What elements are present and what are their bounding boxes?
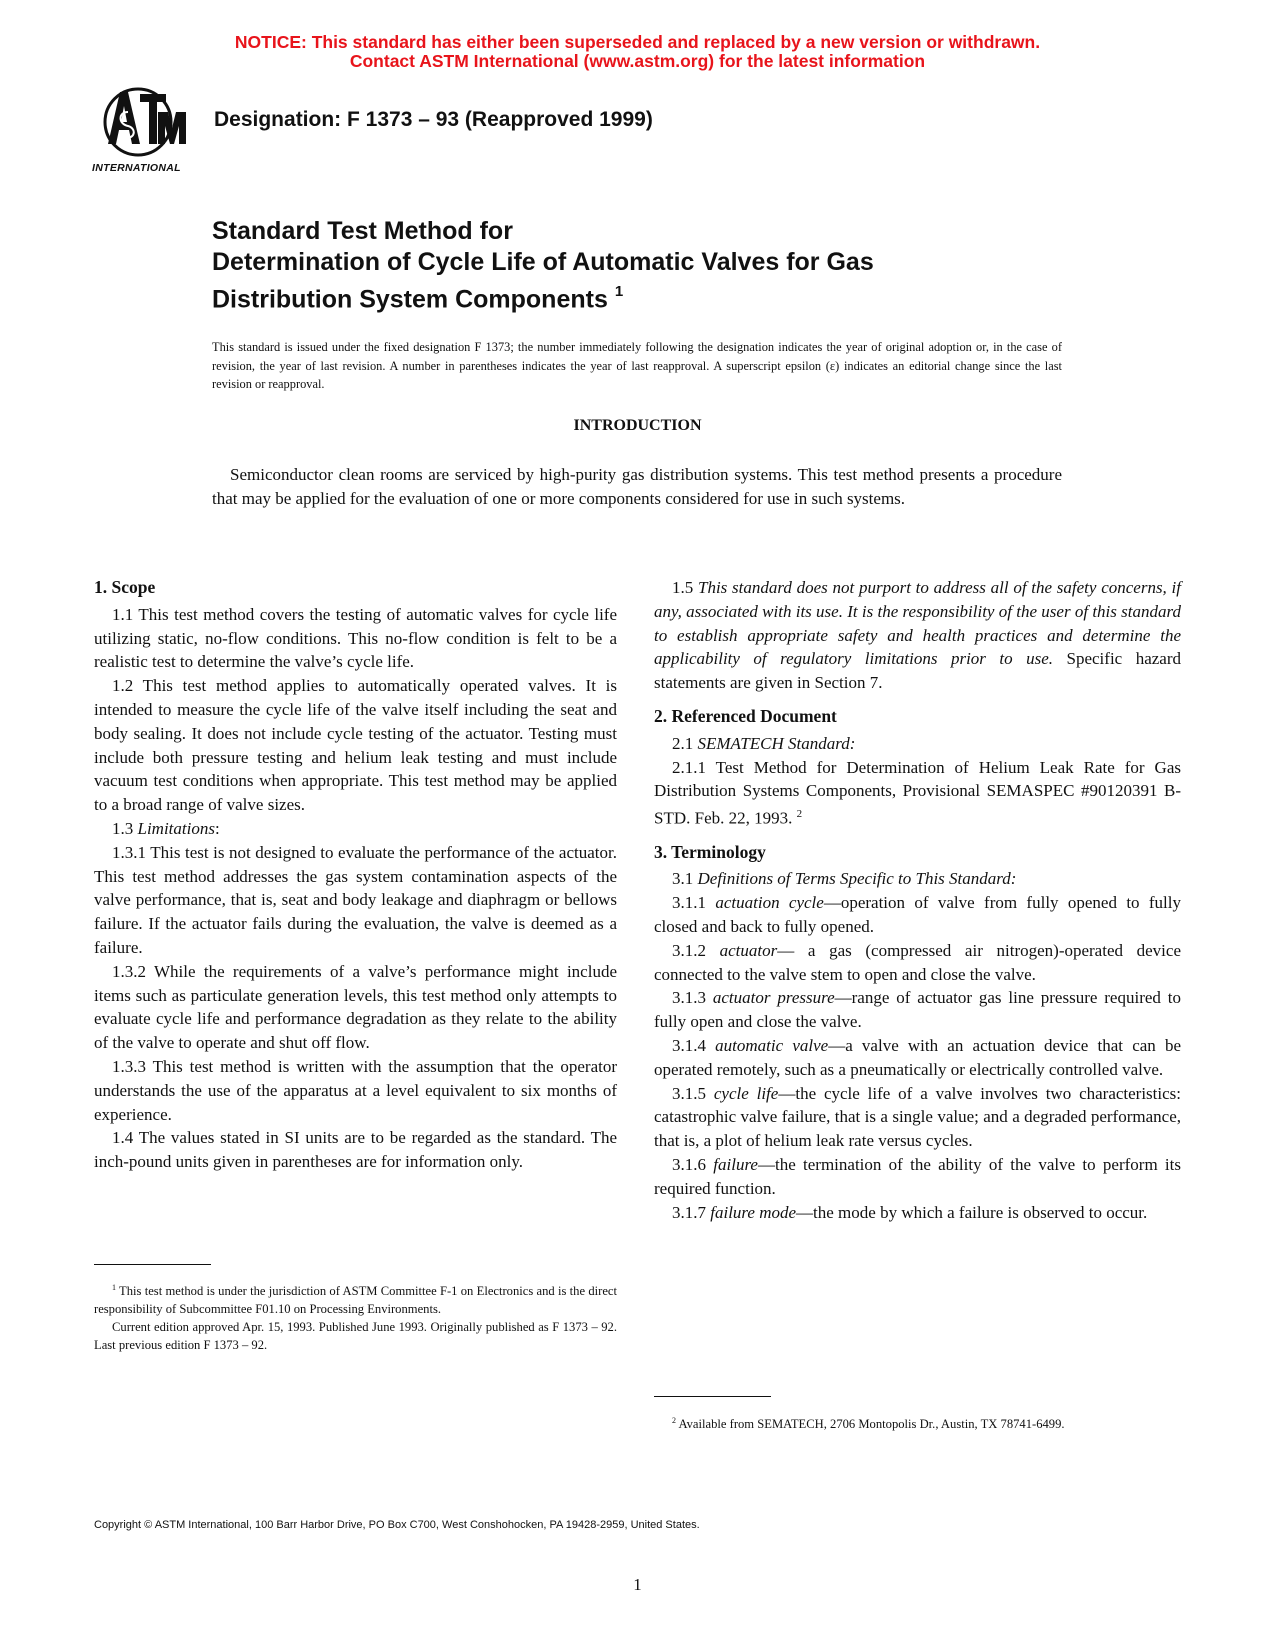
title-line-1: Standard Test Method for	[212, 217, 513, 245]
para-1-1: 1.1 This test method covers the testing of automatic valves for cycle life utilizing static, no-flow conditions. This no-flow condition is felt to be a realistic test to determine the valve’s cycle life.	[94, 604, 617, 672]
para-2-1-1	[654, 756, 1181, 831]
section-3-heading: 3. Terminology	[654, 841, 766, 862]
issued-note: This standard is issued under the fixed designation F 1373; the number immediately following the designation indicates the year of original adoption or, in the case of revision, the year of last revision. A number in parentheses indicates the year of last reapproval. A superscript epsilon (ε) indicates an editorial change since the last revision or reapproval.	[212, 340, 1062, 391]
footnote-rule-left	[94, 1264, 211, 1265]
def-num: 3.1.5	[672, 1083, 714, 1103]
para-1-3-1: 1.3.1 This test is not designed to evaluate the performance of the actuator. This test method addresses the gas system contamination aspects of the valve performance, that is, seat and body leakage and diaphragm or bellows failure. If the actuator fails during the evaluation, the valve is deemed as a failure.	[94, 842, 617, 957]
introduction-body: Semiconductor clean rooms are serviced by high-purity gas distribution systems. This test method presents a procedure that may be applied for the evaluation of one or more components considered for use in such systems.	[212, 465, 1062, 508]
notice-banner	[0, 33, 1275, 71]
def-term: actuator	[719, 940, 778, 960]
def-term: cycle life	[713, 1083, 779, 1103]
notice-line-1: NOTICE: This standard has either been superseded and replaced by a new version or withdrawn.	[234, 32, 1041, 52]
def-num: 3.1.1	[672, 893, 716, 913]
para-2-1-term: SEMATECH Standard:	[697, 733, 856, 753]
section-1-heading: 1. Scope	[94, 577, 156, 597]
document-title	[212, 216, 1112, 315]
footnotes-right	[654, 1412, 1181, 1433]
para-1-3-term: Limitations	[137, 818, 215, 838]
footnote-1-edition: Current edition approved Apr. 15, 1993. Published June 1993. Originally published as F 1373 – 92. Last previous edition F 1373 – 92.	[94, 1320, 617, 1353]
def-num: 3.1.7	[672, 1202, 711, 1222]
para-1-3-colon: :	[214, 818, 220, 838]
footnote-2-mark: 2	[672, 1416, 676, 1425]
def-text: — a gas (compressed air nitrogen)-operated device connected to the valve stem to open and close the valve.	[654, 940, 1181, 984]
section-2-heading: 2. Referenced Document	[654, 705, 837, 726]
def-text: —range of actuator gas line pressure required to fully open and close the valve.	[654, 988, 1181, 1032]
para-1-3	[94, 817, 617, 841]
right-column	[654, 576, 1181, 1224]
para-1-3-num: 1.3	[112, 818, 138, 838]
def-text: —the termination of the ability of the valve to perform its required function.	[654, 1154, 1181, 1198]
left-column	[94, 576, 617, 1174]
para-2-1	[654, 732, 1181, 756]
footnote-1	[94, 1279, 617, 1318]
title-line-3-text: Distribution System Components	[212, 285, 608, 314]
def-term: failure	[713, 1154, 758, 1174]
para-3-1-term: Definitions of Terms Specific to This Standard:	[697, 869, 1017, 889]
def-text: —operation of valve from fully opened to fully closed and back to fully opened.	[654, 893, 1182, 937]
def-text: —the cycle life of a valve involves two characteristics: catastrophic valve failure, that is a single value; and a degraded performance, that is, a plot of helium leak rate versus cycles.	[654, 1083, 1182, 1151]
para-2-1-num: 2.1	[672, 733, 698, 753]
def-3-1-4	[654, 1034, 1181, 1082]
def-3-1-1	[654, 891, 1181, 939]
para-2-1-1-ref: 2	[796, 808, 803, 821]
def-text: —a valve with an actuation device that can be operated remotely, such as a pneumatically or electrically controlled valve.	[654, 1036, 1181, 1079]
para-1-3-3: 1.3.3 This test method is written with the assumption that the operator understands the use of the apparatus at a level equivalent to six months of experience.	[94, 1056, 617, 1124]
logo-text: INTERNATIONAL	[92, 162, 181, 174]
def-3-1-2	[654, 939, 1181, 987]
def-term: failure mode	[710, 1202, 797, 1222]
def-3-1-7	[654, 1201, 1181, 1225]
footnotes-left	[94, 1279, 617, 1354]
title-line-3	[212, 278, 1112, 315]
title-footnote-ref: 1	[614, 283, 624, 300]
para-1-2: 1.2 This test method applies to automatically operated valves. It is intended to measure the cycle life of the valve itself including the seat and body sealing. It does not include cycle testing of the actuator. Testing must include both pressure testing and helium leak testing and must include vacuum test conditions when appropriate. This test method may be applied to a broad range of valve sizes.	[94, 676, 617, 815]
footnote-1-mark: 1	[112, 1283, 116, 1292]
def-3-1-3	[654, 986, 1181, 1034]
introduction-text	[212, 463, 1062, 511]
footnote-2-text: Available from SEMATECH, 2706 Montopolis Dr., Austin, TX 78741-6499.	[676, 1417, 1065, 1432]
def-num: 3.1.6	[672, 1154, 714, 1174]
notice-line-2: Contact ASTM International (www.astm.org) for the latest information	[349, 51, 926, 71]
def-term: actuator pressure	[712, 988, 835, 1008]
def-3-1-6	[654, 1153, 1181, 1201]
def-text: —the mode by which a failure is observed to occur.	[796, 1202, 1148, 1222]
para-1-5-rest: Specific hazard statements are given in Section 7.	[654, 649, 1181, 693]
footnote-2	[654, 1412, 1181, 1433]
para-2-1-1-text: 2.1.1 Test Method for Determination of Helium Leak Rate for Gas Distribution Systems Components, Provisional SEMASPEC #90120391 B-STD. Feb. 22, 1993.	[654, 757, 1181, 828]
introduction-heading: INTRODUCTION	[573, 417, 702, 434]
def-num: 3.1.3	[672, 988, 713, 1008]
page-number: 1	[633, 1575, 642, 1594]
astm-logo	[88, 82, 200, 182]
para-1-4: 1.4 The values stated in SI units are to be regarded as the standard. The inch-pound units given in parentheses are for information only.	[94, 1128, 617, 1172]
para-3-1-num: 3.1	[672, 869, 698, 889]
def-term: automatic valve	[715, 1036, 829, 1055]
footnote-rule-right	[654, 1396, 771, 1397]
footnote-1-text: This test method is under the jurisdiction of ASTM Committee F-1 on Electronics and is the direct responsibility of Subcommittee F01.10 on Processing Environments.	[94, 1284, 617, 1317]
def-term: actuation cycle	[715, 893, 824, 913]
para-1-5-num: 1.5	[672, 578, 698, 597]
para-3-1	[654, 867, 1181, 891]
copyright: Copyright © ASTM International, 100 Barr Harbor Drive, PO Box C700, West Conshohocken, PA 19428-2959, United States.	[94, 1519, 700, 1531]
def-3-1-5	[654, 1082, 1181, 1153]
para-1-5	[654, 576, 1181, 695]
designation: Designation: F 1373 – 93 (Reapproved 1999)	[214, 108, 653, 131]
title-line-2: Determination of Cycle Life of Automatic Valves for Gas	[212, 248, 874, 276]
para-1-5-safety: This standard does not purport to address all of the safety concerns, if any, associated with its use. It is the responsibility of the user of this standard to establish appropriate safety and health practices and determine the applicability of regulatory limitations prior to use.	[654, 578, 1181, 669]
def-num: 3.1.4	[672, 1036, 716, 1055]
def-num: 3.1.2	[672, 940, 720, 960]
para-1-3-2: 1.3.2 While the requirements of a valve’s performance might include items such as particulate generation levels, this test method only attempts to evaluate cycle life and performance degradation as they relate to the ability of the valve to operate and shut off flow.	[94, 961, 617, 1053]
